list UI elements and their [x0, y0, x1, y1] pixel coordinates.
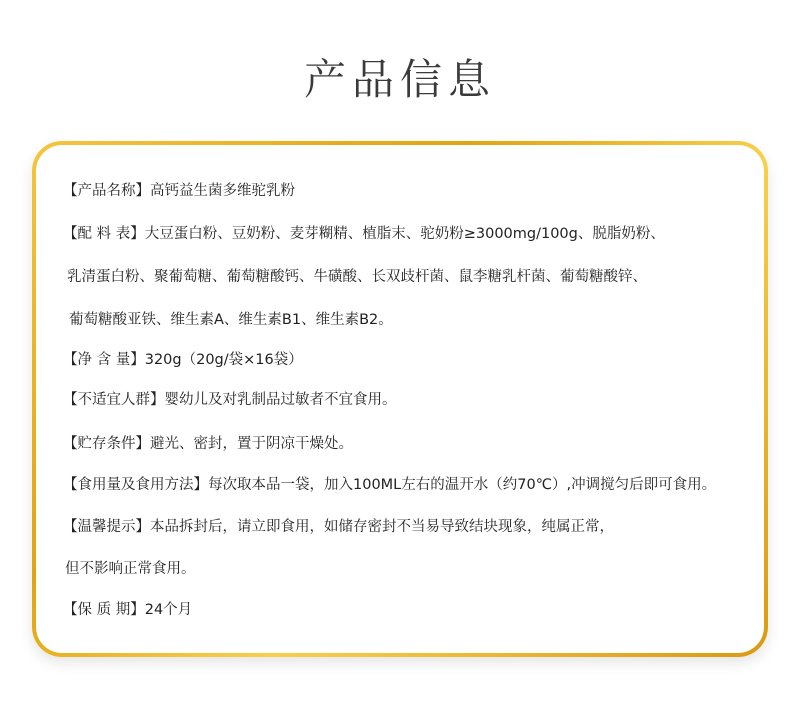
tips-line-2	[65, 559, 196, 579]
storage-label: 【贮存条件】	[63, 436, 150, 452]
tips-value-1: 本品拆封后，请立即食用，如储存密封不当易导致结块现象，纯属正常，	[150, 519, 614, 535]
usage-label: 【食用量及食用方法】	[63, 477, 208, 493]
unsuitable-value: 婴幼儿及对乳制品过敏者不宜食用。	[164, 392, 397, 408]
shelf-life-label: 【保 质 期】	[63, 602, 145, 618]
storage-line	[63, 434, 353, 454]
usage-line	[63, 475, 716, 495]
ingredients-value-2: 乳清蛋白粉、聚葡萄糖、葡萄糖酸钙、牛磺酸、长双歧杆菌、鼠李糖乳杆菌、葡萄糖酸锌、	[67, 269, 647, 285]
product-name-value: 高钙益生菌多维驼乳粉	[150, 183, 295, 199]
tips-label: 【温馨提示】	[63, 519, 150, 535]
ingredients-line-2	[67, 267, 647, 287]
shelf-life-value: 24个月	[144, 602, 193, 618]
unsuitable-line	[63, 390, 397, 410]
usage-value: 每次取本品一袋，加入100ML左右的温开水（约70℃）,冲调搅匀后即可食用。	[208, 477, 717, 493]
tips-line-1	[63, 517, 614, 537]
net-content-label: 【净 含 量】	[63, 352, 145, 368]
shelf-life-line	[63, 600, 192, 620]
ingredients-value-1: 大豆蛋白粉、豆奶粉、麦芽糊精、植脂末、驼奶粉≥3000mg/100g、脱脂奶粉、	[144, 226, 665, 242]
product-name-line	[63, 181, 295, 201]
info-card	[36, 145, 764, 653]
info-card-frame	[32, 141, 768, 657]
storage-value: 避光、密封，置于阴凉干燥处。	[150, 436, 353, 452]
ingredients-label: 【配 料 表】	[63, 226, 145, 242]
page-title: 产品信息	[303, 55, 496, 104]
net-content-line	[63, 350, 303, 370]
ingredients-line-1	[63, 224, 665, 244]
net-content-value: 320g（20g/袋×16袋）	[144, 352, 303, 368]
tips-value-2: 但不影响正常食用。	[65, 561, 196, 577]
ingredients-line-3	[69, 310, 393, 330]
unsuitable-label: 【不适宜人群】	[63, 392, 165, 408]
ingredients-value-3: 葡萄糖酸亚铁、维生素A、维生素B1、维生素B2。	[69, 312, 393, 328]
product-name-label: 【产品名称】	[63, 183, 150, 199]
